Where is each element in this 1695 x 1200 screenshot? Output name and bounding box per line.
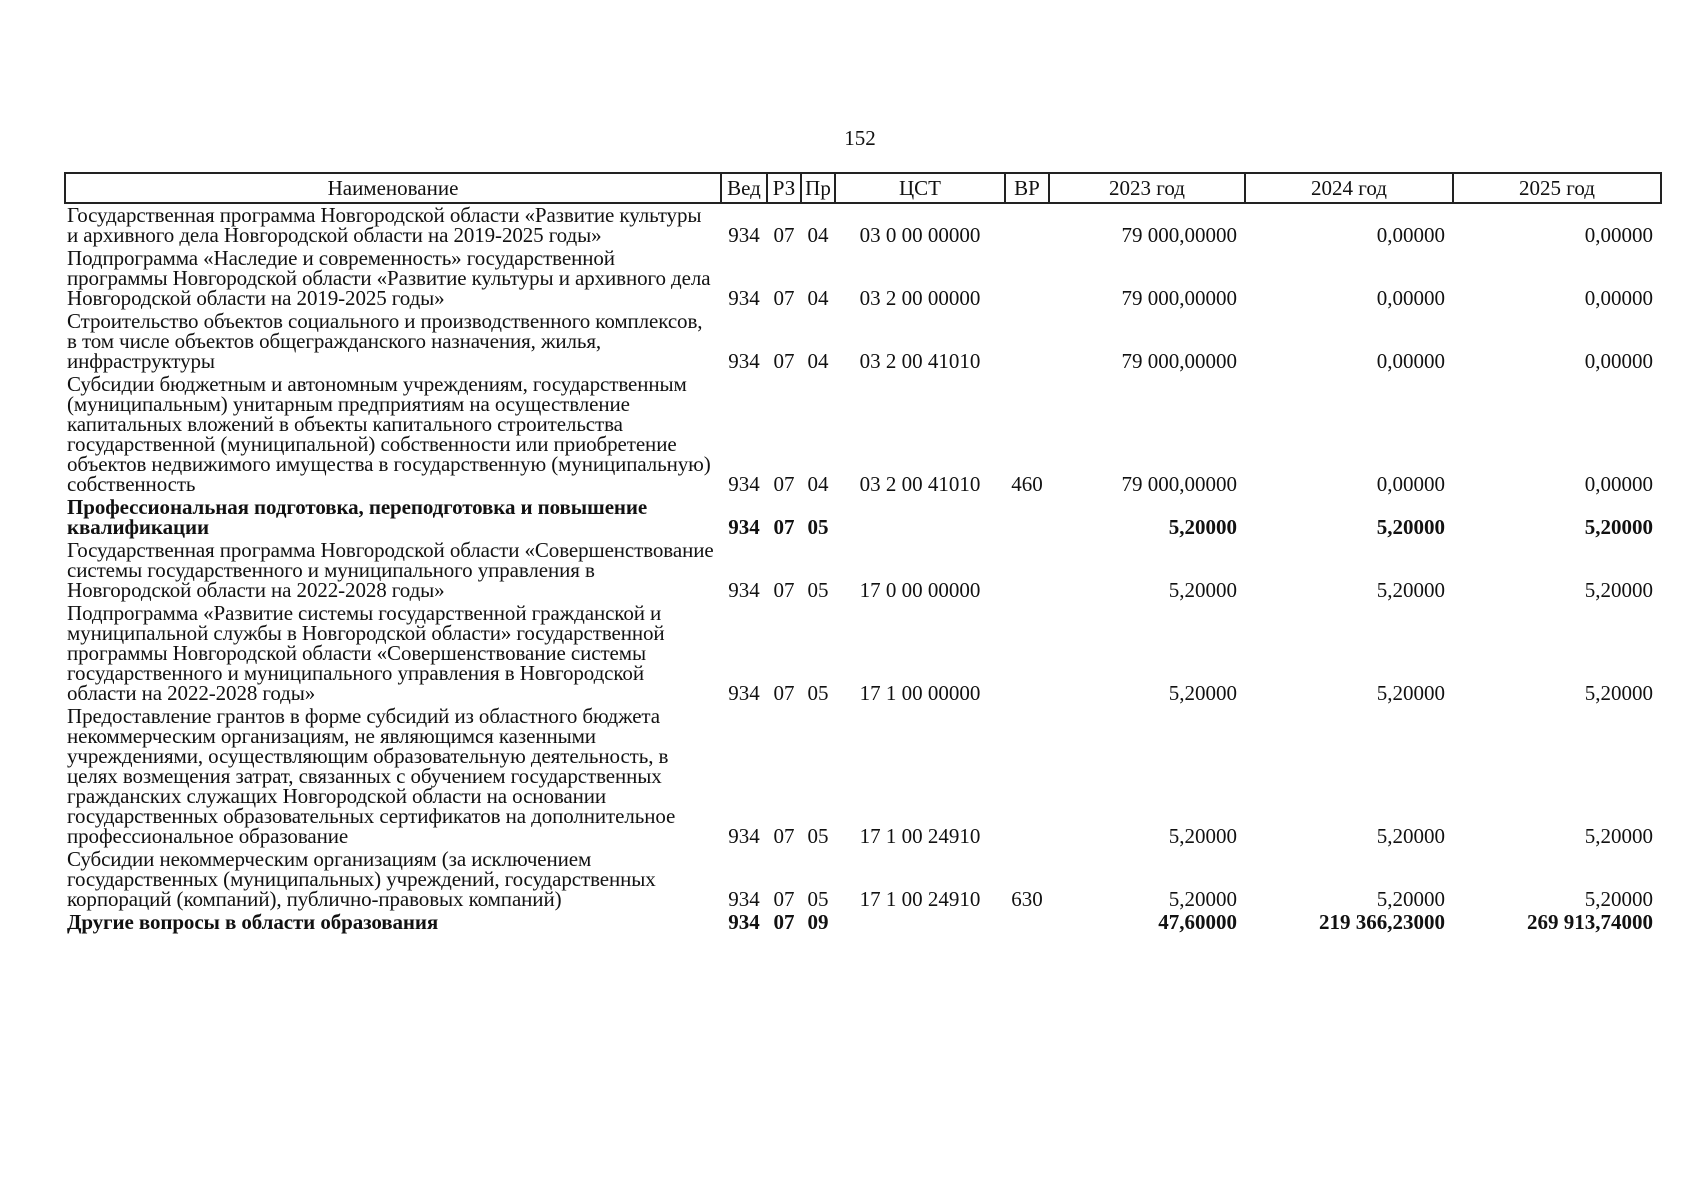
row-ved: 934 [728, 286, 760, 310]
row-amount-2023: 79 000,00000 [1121, 286, 1237, 310]
row-amount-2024: 219 366,23000 [1319, 910, 1445, 934]
row-ved: 934 [728, 824, 760, 848]
row-pr: 05 [807, 515, 829, 539]
row-vr [1005, 705, 1049, 848]
page-number: 152 [844, 126, 876, 150]
header-row [65, 173, 1661, 203]
row-vr [1005, 911, 1049, 934]
row-ved: 934 [728, 681, 760, 705]
row-cst: 03 2 00 41010 [859, 349, 981, 373]
row-amount-2025: 5,20000 [1584, 681, 1653, 705]
row-rz: 07 [773, 472, 795, 496]
row-vr [1005, 602, 1049, 705]
row-vr: 460 [1011, 472, 1043, 496]
row-rz: 07 [773, 515, 795, 539]
table-row [65, 310, 1661, 373]
header-vr: ВР [1005, 173, 1049, 203]
row-amount-2024: 0,00000 [1376, 472, 1445, 496]
row-pr: 05 [807, 824, 829, 848]
row-ved: 934 [728, 349, 760, 373]
row-amount-2025: 0,00000 [1584, 223, 1653, 247]
row-amount-2023: 47,60000 [1158, 910, 1237, 934]
header-2025: 2025 год [1453, 173, 1661, 203]
row-name: Предоставление грантов в форме субсидий из областного бюджета некоммерческим организациям, не являющимся казенными учреждениями, осуществляющим образовательную деятельность, в целях возмещения затрат, связанных с обучением государственных гражданских служащих Новгородской области на основании государственных образовательных сертификатов на дополнительное профессиональное образование [67, 704, 676, 848]
row-amount-2024: 0,00000 [1376, 223, 1445, 247]
table-body [65, 203, 1661, 934]
row-amount-2025: 5,20000 [1584, 887, 1653, 911]
row-cst: 17 1 00 24910 [859, 824, 981, 848]
budget-table [64, 172, 1662, 934]
header-name: Наименование [65, 173, 721, 203]
row-name: Субсидии некоммерческим организациям (за исключением государственных (муниципальных) учреждений, государственных корпораций (компаний), публично-правовых компаний) [67, 847, 656, 911]
row-pr: 05 [807, 681, 829, 705]
header-2023: 2023 год [1049, 173, 1245, 203]
header-2024: 2024 год [1245, 173, 1453, 203]
row-amount-2024: 0,00000 [1376, 349, 1445, 373]
row-pr: 04 [807, 349, 829, 373]
row-amount-2025: 0,00000 [1584, 472, 1653, 496]
row-cst: 03 2 00 41010 [859, 472, 981, 496]
table-row [65, 539, 1661, 602]
table-row [65, 911, 1661, 934]
row-amount-2025: 0,00000 [1584, 286, 1653, 310]
row-cst: 03 2 00 00000 [859, 286, 981, 310]
table-row [65, 373, 1661, 496]
row-rz: 07 [773, 286, 795, 310]
row-amount-2023: 5,20000 [1168, 681, 1237, 705]
row-ved: 934 [728, 887, 760, 911]
row-amount-2023: 79 000,00000 [1121, 472, 1237, 496]
row-rz: 07 [773, 223, 795, 247]
row-vr [1005, 496, 1049, 539]
row-ved: 934 [728, 910, 760, 934]
table-row [65, 496, 1661, 539]
row-rz: 07 [773, 349, 795, 373]
table-row [65, 602, 1661, 705]
row-name: Строительство объектов социального и производственного комплексов, в том числе объектов общегражданского назначения, жилья, инфраструктуры [67, 309, 703, 373]
row-cst [835, 496, 1005, 539]
row-amount-2025: 5,20000 [1584, 578, 1653, 602]
row-rz: 07 [773, 824, 795, 848]
row-pr: 05 [807, 887, 829, 911]
row-rz: 07 [773, 887, 795, 911]
row-amount-2025: 269 913,74000 [1527, 910, 1653, 934]
row-rz: 07 [773, 681, 795, 705]
row-amount-2025: 0,00000 [1584, 349, 1653, 373]
row-amount-2024: 5,20000 [1376, 824, 1445, 848]
row-pr: 04 [807, 223, 829, 247]
row-amount-2024: 5,20000 [1376, 681, 1445, 705]
table-header [65, 173, 1661, 203]
row-cst: 17 0 00 00000 [859, 578, 981, 602]
row-amount-2025: 5,20000 [1584, 515, 1653, 539]
row-ved: 934 [728, 472, 760, 496]
row-cst: 17 1 00 24910 [859, 887, 981, 911]
row-pr: 04 [807, 472, 829, 496]
row-name: Субсидии бюджетным и автономным учреждениям, государственным (муниципальным) унитарным предприятиям на осуществление капитальных вложений в объекты капитального строительства государственной (муниципальной) собственности или приобретение объектов недвижимого имущества в государственную (муниципальную) собственность [67, 372, 711, 496]
row-cst: 17 1 00 00000 [859, 681, 981, 705]
row-amount-2023: 5,20000 [1168, 515, 1237, 539]
row-name: Другие вопросы в области образования [67, 910, 439, 934]
row-name: Государственная программа Новгородской области «Совершенствование системы государственного и муниципального управления в Новгородской области на 2022-2028 годы» [67, 538, 714, 602]
row-pr: 05 [807, 578, 829, 602]
row-vr: 630 [1011, 887, 1043, 911]
header-rz: РЗ [767, 173, 801, 203]
row-cst: 03 0 00 00000 [859, 223, 981, 247]
row-amount-2024: 0,00000 [1376, 286, 1445, 310]
row-amount-2023: 79 000,00000 [1121, 349, 1237, 373]
row-cst [835, 911, 1005, 934]
row-pr: 04 [807, 286, 829, 310]
table-row [65, 247, 1661, 310]
row-vr [1005, 310, 1049, 373]
row-amount-2023: 5,20000 [1168, 887, 1237, 911]
row-vr [1005, 247, 1049, 310]
row-ved: 934 [728, 515, 760, 539]
row-amount-2024: 5,20000 [1376, 515, 1445, 539]
header-cst: ЦСТ [835, 173, 1005, 203]
row-amount-2024: 5,20000 [1376, 887, 1445, 911]
row-pr: 09 [807, 910, 829, 934]
table-row [65, 705, 1661, 848]
row-amount-2023: 5,20000 [1168, 578, 1237, 602]
row-ved: 934 [728, 578, 760, 602]
row-amount-2023: 79 000,00000 [1121, 223, 1237, 247]
row-name: Государственная программа Новгородской области «Развитие культуры и архивного дела Новгородской области на 2019-2025 годы» [67, 203, 702, 247]
row-vr [1005, 539, 1049, 602]
row-vr [1005, 203, 1049, 247]
row-name: Подпрограмма «Наследие и современность» государственной программы Новгородской области «Развитие культуры и архивного дела Новгородской области на 2019-2025 годы» [67, 246, 711, 310]
row-ved: 934 [728, 223, 760, 247]
table-row [65, 203, 1661, 247]
row-name: Подпрограмма «Развитие системы государственной гражданской и муниципальной службы в Новгородской области» государственной программы Новгородской области «Совершенствование системы государственного и муниципального управления в Новгородской области на 2022-2028 годы» [67, 601, 665, 705]
row-amount-2023: 5,20000 [1168, 824, 1237, 848]
row-rz: 07 [773, 578, 795, 602]
row-name: Профессиональная подготовка, переподготовка и повышение квалификации [67, 495, 648, 539]
row-amount-2025: 5,20000 [1584, 824, 1653, 848]
header-ved: Вед [721, 173, 767, 203]
header-pr: Пр [801, 173, 835, 203]
row-amount-2024: 5,20000 [1376, 578, 1445, 602]
table-row [65, 848, 1661, 911]
row-rz: 07 [773, 910, 795, 934]
